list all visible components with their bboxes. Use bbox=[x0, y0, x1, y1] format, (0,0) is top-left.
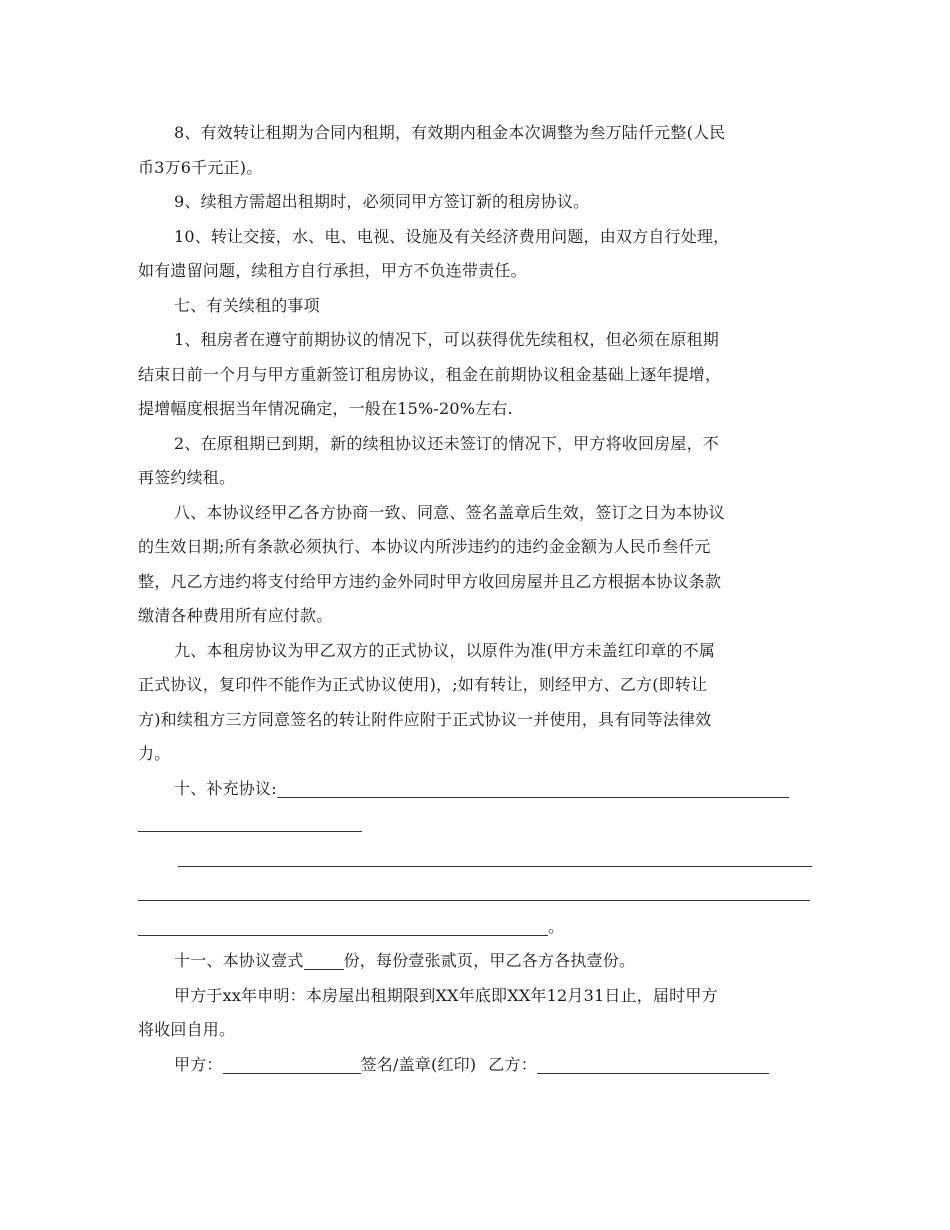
text-line: 1、租房者在遵守前期协议的情况下，可以获得优先续租权，但必须在原租期 bbox=[174, 330, 719, 349]
party-b-label: 乙方： bbox=[488, 1054, 537, 1074]
text-line: 提增幅度根据当年情况确定，一般在15%-20%左右. bbox=[138, 399, 513, 418]
text-line: 再签约续租。 bbox=[138, 468, 236, 487]
copies-count-blank bbox=[304, 949, 344, 970]
document-page bbox=[138, 116, 813, 1082]
text-line: 八、本协议经甲乙各方协商一致、同意、签名盖章后生效，签订之日为本协议 bbox=[174, 502, 725, 522]
statement-line-2: 将收回自用。 bbox=[138, 1020, 236, 1039]
text-line: 的生效日期;所有条款必须执行、本协议内所涉违约的违约金金额为人民币叁仟元 bbox=[138, 537, 711, 556]
supplement-blank-4 bbox=[138, 880, 810, 901]
text-line: 正式协议，复印件不能作为正式协议使用)，;如有转让，则经甲方、乙方(即转让 bbox=[138, 675, 708, 694]
supplement-line-5 bbox=[138, 910, 813, 945]
text-line: 七、有关续租的事项 bbox=[174, 295, 320, 315]
supplement-line-3 bbox=[138, 841, 813, 876]
text-line: 方)和续租方三方同意签名的转让附件应附于正式协议一并使用，具有同等法律效 bbox=[138, 709, 712, 729]
text-line: 币3万6千元正)。 bbox=[138, 157, 263, 177]
text-line: 如有遗留问题，续租方自行承担，甲方不负连带责任。 bbox=[138, 261, 527, 280]
text-line: 8、有效转让租期为合同内租期，有效期内租金本次调整为叁万陆仟元整(人民 bbox=[174, 123, 726, 142]
signature-line bbox=[138, 1048, 813, 1083]
supplement-end: 。 bbox=[548, 916, 565, 936]
statement-line-1: 甲方于xx年申明：本房屋出租期限到XX年底即XX年12月31日止，届时甲方 bbox=[174, 985, 718, 1005]
contract-body bbox=[138, 116, 813, 772]
party-a-label: 甲方： bbox=[174, 1054, 223, 1074]
text-line: 力。 bbox=[138, 744, 171, 763]
party-b-blank bbox=[537, 1053, 769, 1074]
text-line: 9、续租方需超出租期时，必须同甲方签订新的租房协议。 bbox=[174, 192, 590, 211]
text-line: 10、转让交接，水、电、电视、设施及有关经济费用问题，由双方自行处理， bbox=[174, 226, 730, 246]
supplement-label: 十、补充协议: bbox=[174, 778, 277, 798]
text-line: 九、本租房协议为甲乙双方的正式协议，以原件为准(甲方未盖红印章的不属 bbox=[174, 640, 716, 660]
supplement-blank-1 bbox=[277, 777, 789, 798]
text-line: 2、在原租期已到期，新的续租协议还未签订的情况下，甲方将收回房屋，不 bbox=[174, 433, 719, 453]
copies-suffix: 份，每份壹张贰页，甲乙各方各执壹份。 bbox=[343, 951, 636, 970]
sign-seal-label: 签名/盖章(红印) bbox=[360, 1054, 477, 1074]
text-line: 整，凡乙方违约将支付给甲方违约金外同时甲方收回房屋并且乙方根据本协议条款 bbox=[138, 571, 722, 591]
supplement-line-4 bbox=[138, 875, 813, 910]
supplement-blank-3 bbox=[178, 846, 812, 867]
supplement-line-2 bbox=[138, 806, 813, 841]
supplement-line bbox=[138, 772, 813, 807]
copies-prefix: 十一、本协议壹式 bbox=[174, 951, 304, 970]
supplement-blank-2 bbox=[138, 811, 362, 832]
text-line: 结束日前一个月与甲方重新签订租房协议，租金在前期协议租金基础上逐年提增， bbox=[138, 364, 722, 384]
copies-line bbox=[138, 944, 813, 979]
supplement-blank-5 bbox=[138, 915, 548, 936]
party-a-blank bbox=[223, 1053, 361, 1074]
text-line: 缴清各种费用所有应付款。 bbox=[138, 606, 333, 625]
